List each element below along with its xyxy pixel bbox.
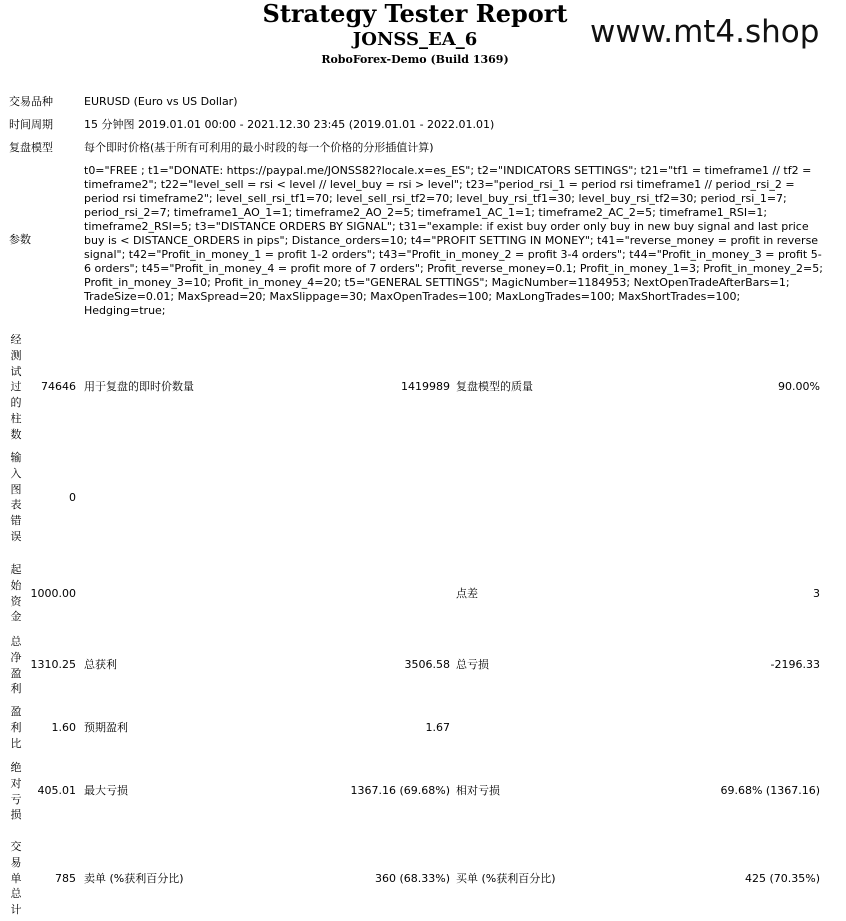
params-value: t0="FREE ; t1="DONATE: https://paypal.me/JONSS82?locale.x=es_ES"; t2="INDICATORS SETTINGS"; t21="tf1 = timeframe1 // tf2 = timeframe2"; t22="level_sell = rsi < level // level_buy = rsi > level"; t23="period_rsi_1 = period rsi timeframe1 // period_rsi_2 = period rsi timeframe2"; level_sell_rsi_tf1=70; level_sell_rsi_tf2=70; level_buy_rsi_tf1=30; level_buy_rsi_tf2=30; period_rsi_1=7; period_rsi_2=7; timeframe1_AO_1=1; timeframe2_AO_2=5; timeframe1_AC_1=1; timeframe2_AC_2=5; timeframe1_RSI=1; timeframe2_RSI=5; t3="DISTANCE ORDERS BY SIGNAL"; t31="example: if exist buy order only buy in new buy signal and last price buy is < DISTANCE_ORDERS in pips"; Distance_orders=10; t4="PROFIT SETTING IN MONEY"; t41="reverse_money = profit in reverse signal"; t42="Profit_in_money_1 = profit 1-2 orders"; t43="Profit_in_money_2 = profit 3-4 orders"; t44="Profit_in_money_3 = profit 5-6 orders"; t45="Profit_in_money_4 = profit more of 7 orders"; Profit_reverse_money=0.1; Profit_in_money_1=3; Profit_in_money_2=5; Profit_in_money_3=10; Profit_in_money_4=20; t5="GENERAL SETTINGS"; MagicNumber=1184953; NextOpenTradeAfterBars=1; TradeSize=0.01; MaxSpread=20; MaxSlippage=30; MaxOpenTrades=100; MaxLongTrades=100; MaxShortTrades=100; Hedging=true; xyxy=(84,164,823,317)
errors-label: 输入图表错误 xyxy=(10,451,22,543)
errors-value: 0 xyxy=(69,491,76,504)
long-trades-label: 买单 (%获利百分比) xyxy=(456,872,556,885)
period-label: 时间周期 xyxy=(9,118,53,131)
model-value: 每个即时价格(基于所有可利用的最小时段的每一个价格的分形插值计算) xyxy=(84,141,434,154)
ticks-value: 1419989 xyxy=(401,380,450,393)
deposit-label: 起始资金 xyxy=(10,563,22,624)
profit-factor-label: 盈利比 xyxy=(10,705,22,750)
total-trades-label: 交易单总计 xyxy=(10,840,22,917)
period-value: 15 分钟图 2019.01.01 00:00 - 2021.12.30 23:45 (2019.01.01 - 2022.01.01) xyxy=(84,118,495,131)
abs-drawdown-value: 405.01 xyxy=(37,784,76,797)
symbol-label: 交易品种 xyxy=(9,95,53,108)
symbol-value: EURUSD (Euro vs US Dollar) xyxy=(84,95,238,108)
report-title: Strategy Tester Report xyxy=(262,0,568,28)
params-label: 参数 xyxy=(9,233,31,246)
max-drawdown-value: 1367.16 (69.68%) xyxy=(350,784,450,797)
expected-payoff-label: 预期盈利 xyxy=(84,721,128,734)
short-trades-label: 卖单 (%获利百分比) xyxy=(84,872,184,885)
watermark-text: www.mt4.shop xyxy=(590,14,820,50)
quality-value: 90.00% xyxy=(778,380,820,393)
gross-profit-value: 3506.58 xyxy=(404,658,450,671)
server-build: RoboForex-Demo (Build 1369) xyxy=(321,53,509,66)
ticks-label: 用于复盘的即时价数量 xyxy=(84,380,194,393)
gross-loss-value: -2196.33 xyxy=(770,658,820,671)
spread-label: 点差 xyxy=(456,587,478,600)
expected-payoff-value: 1.67 xyxy=(425,721,450,734)
spread-value: 3 xyxy=(813,587,820,600)
max-drawdown-label: 最大亏损 xyxy=(84,784,128,797)
net-profit-value: 1310.25 xyxy=(30,658,76,671)
net-profit-label: 总净盈利 xyxy=(10,635,22,696)
gross-loss-label: 总亏损 xyxy=(456,658,489,671)
total-trades-value: 785 xyxy=(55,872,76,885)
long-trades-value: 425 (70.35%) xyxy=(744,872,820,885)
short-trades-value: 360 (68.33%) xyxy=(374,872,450,885)
bars-value: 74646 xyxy=(41,380,76,393)
bars-label: 经测试过的柱数 xyxy=(10,333,22,441)
quality-label: 复盘模型的质量 xyxy=(456,380,533,393)
profit-factor-value: 1.60 xyxy=(51,721,76,734)
ea-name: JONSS_EA_6 xyxy=(352,29,478,50)
gross-profit-label: 总获利 xyxy=(84,658,117,671)
rel-drawdown-label: 相对亏损 xyxy=(456,784,500,797)
report-header xyxy=(0,0,846,70)
rel-drawdown-value: 69.68% (1367.16) xyxy=(720,784,820,797)
model-label: 复盘模型 xyxy=(9,141,53,154)
abs-drawdown-label: 绝对亏损 xyxy=(10,761,22,822)
deposit-value: 1000.00 xyxy=(30,587,76,600)
